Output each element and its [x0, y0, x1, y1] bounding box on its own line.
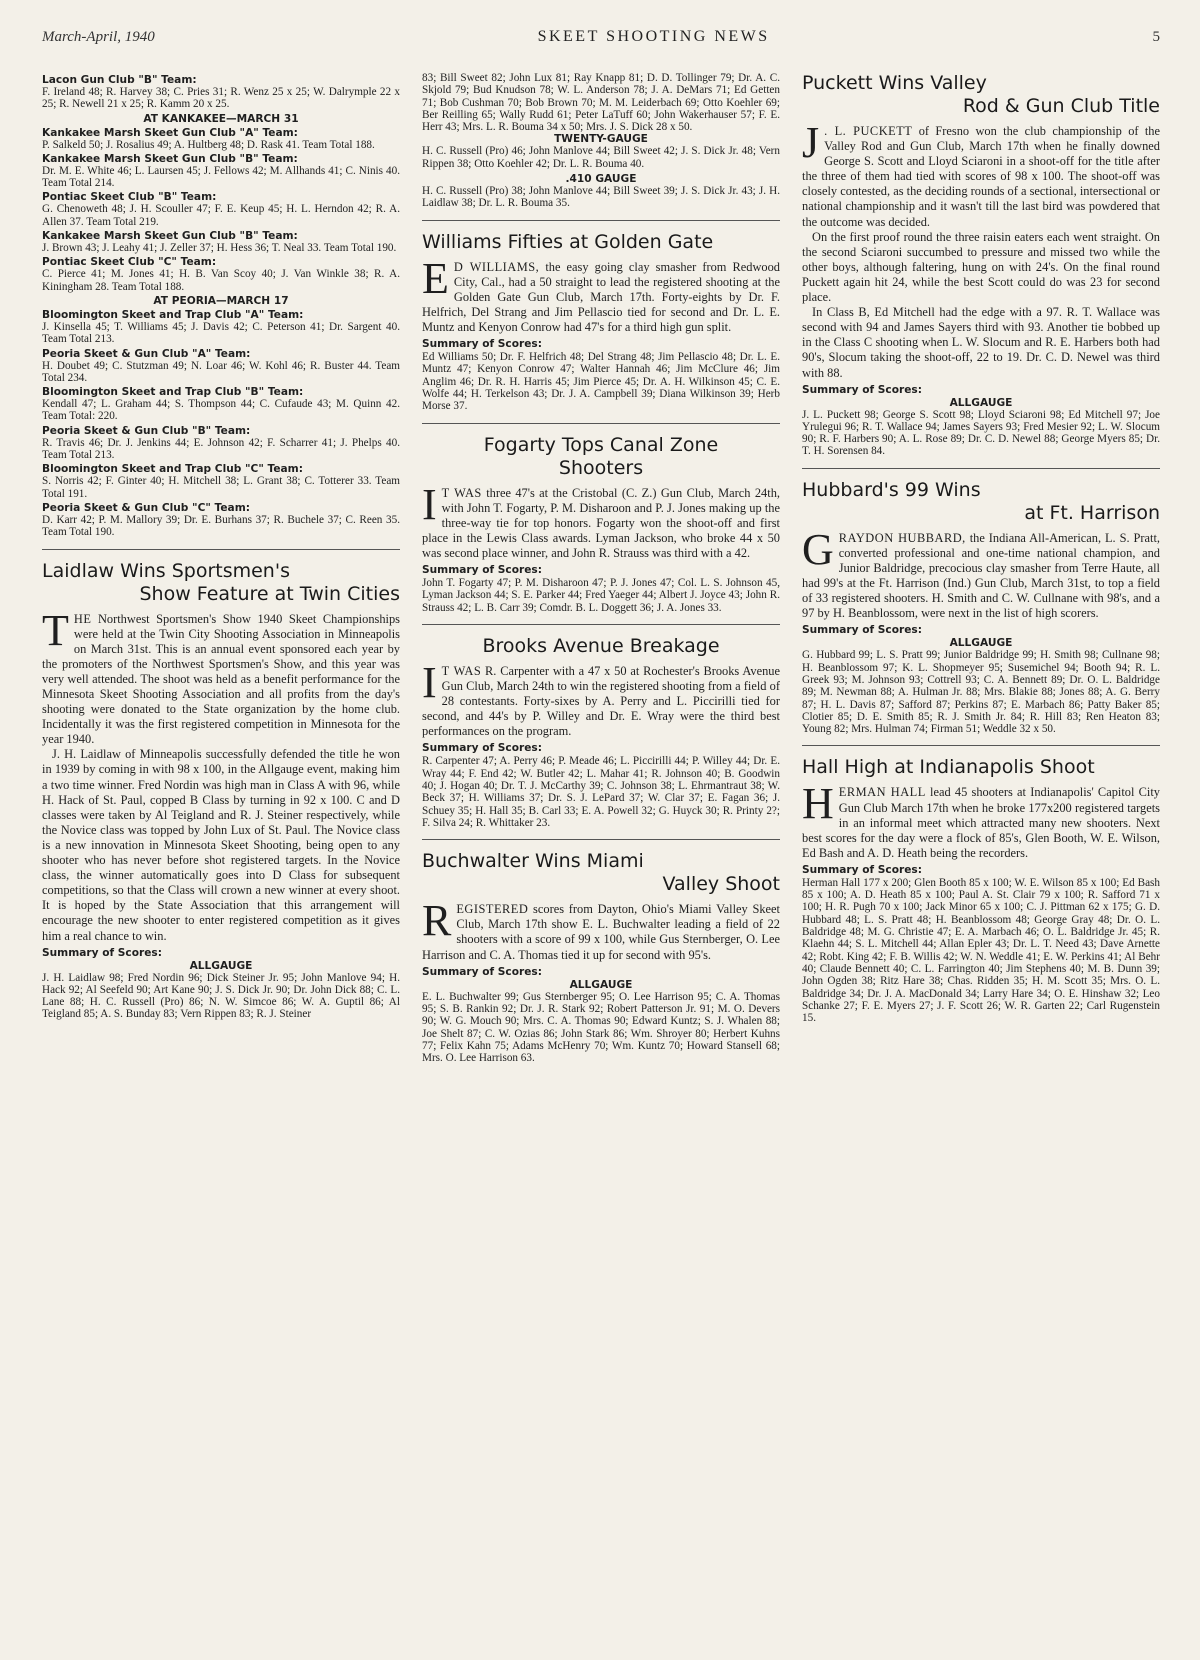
article-laidlaw	[42, 560, 400, 1021]
publication-title: SKEET SHOOTING NEWS	[537, 28, 770, 45]
score-list: H. C. Russell (Pro) 46; John Manlove 44; Bill Sweet 42; J. S. Dick Jr. 48; Vern Rippen 38; Otto Koehler 42; Dr. L. R. Bouma 40.	[422, 145, 780, 170]
drop-cap: I	[422, 479, 437, 529]
article-williams	[422, 231, 780, 413]
drop-cap: J	[802, 118, 820, 167]
article-body: I T WAS R. Carpenter with a 47 x 50 at Rochester's Brooks Avenue Gun Club, March 24th to win the registered shooting from a field of 28 contestants. Forty-sixes by A. Perry and L. Piccirilli tied for second, and 44's by P. Willey and Dr. E. Wray were the third best performances on the program.	[422, 657, 780, 739]
article-hubbard	[802, 479, 1160, 736]
summary-label: Summary of Scores:	[802, 383, 922, 396]
venue-heading: AT PEORIA—MARCH 17	[153, 294, 289, 307]
team-scores: P. Salkeld 50; J. Rosalius 49; A. Hultberg 48; D. Rask 41. Team Total 188.	[42, 138, 375, 151]
drop-cap: G	[802, 524, 834, 574]
headline: Williams Fifties at Golden Gate	[422, 230, 714, 253]
drop-cap: H	[802, 779, 834, 829]
team-scores: J. Brown 43; J. Leahy 41; J. Zeller 37; H. Hess 36; T. Neal 33. Team Total 190.	[42, 242, 397, 255]
divider	[42, 549, 400, 550]
team-heading: Pontiac Skeet Club "B" Team:	[42, 191, 217, 204]
team-heading: Bloomington Skeet and Trap Club "A" Team:	[42, 308, 304, 321]
page-number: 5	[1152, 29, 1160, 45]
gauge-label: ALLGAUGE	[189, 959, 253, 972]
team-heading: Kankakee Marsh Skeet Gun Club "B" Team:	[42, 230, 298, 243]
headline: Brooks Avenue Breakage	[482, 634, 720, 657]
column-1	[42, 72, 400, 1068]
article-body: THE Northwest Sportsmen's Show 1940 Skeet Championships were held at the Twin City Shooting Association in Minneapolis on March 31st. This is an annual event sponsored each year by the promoters of the Northwest Sportsmen's Show, and this year was very well attended. The shoot was held as a benefit performance for the Minnesota Skeet Shooting Association and all profits from the day's shooting were donated to the State organization by the home club. Incidentally it was the first registered competition in Minnesota for the year 1940. J. H. Laidlaw of Minneapolis successfully defended the title he won in 1939 by coming in with 98 x 100, in the Allgauge event, making him a two time winner. Fred Nordin was high man in Class A with 96, while H. Hack of St. Paul, copped B Class by turning in 92 x 100. C and D classes were taken by Al Teigland and R. J. Steiner respectively, while the Novice class was topped by John Lux of St. Paul. The Novice class is a new innovation in Minnesota Skeet Shooting, being open to any shooter who has never before shot registered targets. In the Novice class, the winner automatically goes into D Class for subsequent competitions, so that the Class will crown a new winner at every shoot. It is hoped by the State Association that this arrangement will encourage the new shooter to enter registered competition as it gives him a real chance to win.	[42, 605, 400, 943]
column-2	[422, 72, 780, 1068]
article-buchwalter	[422, 850, 780, 1064]
divider	[422, 423, 780, 424]
summary-label: Summary of Scores:	[422, 965, 542, 978]
team-heading: Peoria Skeet & Gun Club "B" Team:	[42, 424, 251, 437]
team-heading: Peoria Skeet & Gun Club "C" Team:	[42, 501, 250, 514]
team-scores: C. Pierce 41; M. Jones 41; H. B. Van Scoy 40; J. Van Winkle 38; R. A. Kiningham 28. Team Total 188.	[42, 268, 400, 293]
article-body: GRAYDON HUBBARD, the Indiana All-American, L. S. Pratt, converted professional and one-time national champion, and Junior Baldridge, precocious clay smasher from Terre Haute, all had 99's at the Ft. Harrison (Ind.) Gun Club, March 31st, to top a field of 33 registered shooters. H. Smith and C. W. Cullnane with 98's, and a 97 by H. Beanblossom, were next in the list of high scorers.	[802, 524, 1160, 621]
headline: Puckett Wins Valley Rod & Gun Club Title	[802, 72, 1160, 117]
team-results	[42, 74, 400, 539]
summary-label: Summary of Scores:	[422, 338, 542, 351]
article-body: I T WAS three 47's at the Cristobal (C. Z.) Gun Club, March 24th, with John T. Fogarty, P. M. Disharoon and P. J. Jones making up the three-way tie for top honors. Fogarty won the shoot-off and first place in the Lewis Class awards. Lyman Jackson, who broke 44 x 50 was second place winner, and John R. Strauss was third with a 42.	[422, 479, 780, 560]
headline: Hubbard's 99 Wins at Ft. Harrison	[802, 478, 1160, 524]
summary-label: Summary of Scores:	[422, 564, 542, 577]
summary-label: Summary of Scores:	[422, 742, 542, 755]
headline: Hall High at Indianapolis Shoot	[802, 756, 1095, 779]
gauge-label: ALLGAUGE	[949, 637, 1013, 650]
score-list: G. Hubbard 99; L. S. Pratt 99; Junior Baldridge 99; H. Smith 98; Cullnane 98; H. Beanblossom 97; K. L. Shopmeyer 95; Susemichel 94; Booth 94; R. L. Greek 93; M. Johnson 93; Cottrell 93; C. A. Bennett 89; Dr. O. L. Baldridge 89; M. Newman 88; A. Hulman Jr. 88; Mrs. Blakie 88; Jones 88; A. G. Berry 87; H. L. Davis 87; Safford 87; Perkins 87; E. Marbach 86; Patty Baker 85; Clotier 85; D. E. Smith 85; R. J. Smith Jr. 84; R. Hill 83; Ren Heaton 83; Young 82; Mrs. Hulman 74; Firman 51; Weddle 32 x 50.	[802, 649, 1160, 736]
article-body: E D WILLIAMS, the easy going clay smasher from Redwood City, Cal., had a 50 straight to lead the registered shooting at the Golden Gate Gun Club, March 17th. Forty-eights by Dr. F. Helfrich, Del Strang and Jim Pellascio tied for second and Dr. L. E. Muntz and Kenyon Conrow had 47's for a third high gun split.	[422, 253, 780, 335]
team-heading: Bloomington Skeet and Trap Club "B" Team:	[42, 386, 304, 399]
team-heading: Bloomington Skeet and Trap Club "C" Team:	[42, 463, 303, 476]
team-scores: H. Doubet 49; C. Stutzman 49; N. Loar 46; W. Kohl 46; R. Buster 44. Team Total 234.	[42, 359, 400, 384]
drop-cap: E	[422, 253, 449, 303]
score-list: 83; Bill Sweet 82; John Lux 81; Ray Knapp 81; D. D. Tollinger 79; Dr. A. C. Skjold 79; Bud Knudson 78; W. L. Anderson 78; J. A. DeMars 71; Ed Getten 71; Bob Cushman 70; Bob Brown 70; M. M. Leiderbach 69; Otto Koehler 69; Ber Reilling 65; Wally Rudd 61; Peter LaTuff 60; John Wakerhauser 57; F. E. Herr 43; Mrs. L. R. Bouma 34 x 50; Mrs. J. S. Dick 28 x 50.	[422, 72, 780, 134]
score-list: Ed Williams 50; Dr. F. Helfrich 48; Del Strang 48; Jim Pellascio 48; Dr. L. E. Muntz 47; Kenyon Conrow 47; Walter Hannah 46; Jim McClure 46; Jim Anglim 46; Dr. R. H. Harris 45; Jim Pierce 45; Dr. A. H. Wilkinson 45; C. E. Wolfe 44; H. Terkelson 43; Dr. J. A. Campbell 39; Diana Wilkinson 39; Herb Morse 37.	[422, 351, 780, 413]
page-header	[42, 28, 1160, 54]
score-list: John T. Fogarty 47; P. M. Disharoon 47; P. J. Jones 47; Col. L. S. Johnson 45, Lyman Jackson 44; S. E. Parker 44; Fred Yaeger 44; Albert J. Joyce 43; John R. Strauss 42; L. B. Carr 39; Comdr. B. L. Doggett 36; J. A. Jones 33.	[422, 577, 780, 614]
article-brooks	[422, 635, 780, 829]
drop-cap: I	[422, 657, 437, 707]
drop-cap: T	[42, 605, 69, 655]
divider	[422, 624, 780, 625]
summary-label: Summary of Scores:	[42, 946, 162, 959]
article-puckett	[802, 72, 1160, 458]
gauge-label: .410 GAUGE	[565, 173, 637, 186]
team-scores: J. Kinsella 45; T. Williams 45; J. Davis 42; C. Peterson 41; Dr. Sargent 40. Team Total 213.	[42, 320, 400, 346]
summary-label: Summary of Scores:	[802, 863, 922, 876]
score-list: H. C. Russell (Pro) 38; John Manlove 44; Bill Sweet 39; J. S. Dick Jr. 43; J. H. Laidlaw 38; Dr. L. R. Bouma 35.	[422, 185, 780, 210]
divider	[422, 839, 780, 840]
score-list: J. H. Laidlaw 98; Fred Nordin 96; Dick Steiner Jr. 95; John Manlove 94; H. Hack 92; Al Seefeld 90; Art Kane 90; J. S. Dick Jr. 90; Dr. John Dick 88; C. L. Lane 88; H. C. Russell (Pro) 86; N. W. Simcoe 86; W. A. Guptil 86; Al Teigland 85; A. S. Bunday 83; Vern Rippen 83; R. J. Steiner	[42, 971, 400, 1021]
divider	[422, 220, 780, 221]
team-heading: Peoria Skeet & Gun Club "A" Team:	[42, 347, 251, 360]
team-heading: Pontiac Skeet Club "C" Team:	[42, 256, 217, 269]
team-scores: Kendall 47; L. Graham 44; S. Thompson 44; C. Cufaude 43; M. Quinn 42. Team Total: 220.	[42, 398, 400, 423]
article-body: REGISTERED scores from Dayton, Ohio's Miami Valley Skeet Club, March 17th show E. L. Buchwalter leading a field of 22 shooters with a score of 99 x 100, while Gus Sternberger, O. Lee Harrison and C. A. Thomas tied it up for second with 95's.	[422, 896, 780, 962]
score-list: J. L. Puckett 98; George S. Scott 98; Lloyd Sciaroni 98; Ed Mitchell 97; Joe Yrulegui 96; R. T. Wallace 94; James Sayers 93; Fred Mesier 92; L. W. Slocum 90; R. F. Harbers 90; A. L. Rose 89; Dr. C. D. Newel 88; George Myers 85; Dr. T. H. Sorensen 84.	[802, 408, 1160, 458]
drop-cap: R	[422, 896, 452, 946]
gauge-label: ALLGAUGE	[949, 396, 1013, 409]
team-scores: R. Travis 46; Dr. J. Jenkins 44; E. Johnson 42; F. Scharrer 41; J. Phelps 40. Team Total 213.	[42, 436, 400, 462]
article-fogarty	[422, 434, 780, 614]
venue-heading: AT KANKAKEE—MARCH 31	[143, 112, 299, 125]
team-scores: Dr. M. E. White 46; L. Laursen 45; J. Fellows 42; M. Allhands 41; C. Ninis 40. Team Total 214.	[42, 164, 400, 190]
score-list: E. L. Buchwalter 99; Gus Sternberger 95; O. Lee Harrison 95; C. A. Thomas 95; S. B. Rankin 92; Dr. J. R. Stark 92; Robert Patterson Jr. 91; M. O. Devers 90; W. G. Mouch 90; Mrs. C. A. Thomas 90; Edward Kuntz; S. J. Whalen 88; Joe Shelt 87; C. W. Ozias 86; John Stark 86; Wm. Shroyer 80; Herbert Kuhns 77; Felix Kahn 75; Adams McHenry 70; Wm. Kuntz 70; Howard Stansell 68; Mrs. O. Lee Harrison 63.	[422, 990, 780, 1065]
team-scores: D. Karr 42; P. M. Mallory 39; Dr. E. Burhans 37; R. Buchele 37; C. Reen 35. Team Total 190.	[42, 513, 400, 539]
gauge-label: ALLGAUGE	[569, 978, 633, 991]
team-heading: Kankakee Marsh Skeet Gun Club "B" Team:	[42, 152, 298, 165]
team-scores: S. Norris 42; F. Ginter 40; H. Mitchell 38; L. Grant 38; C. Totterer 33. Team Total 191.	[42, 475, 400, 500]
team-heading: Kankakee Marsh Skeet Gun Club "A" Team:	[42, 126, 298, 139]
article-body: HERMAN HALL lead 45 shooters at Indianapolis' Capitol City Gun Club March 17th when he broke 177x200 registered targets in an informal meet which attracted many new shooters. Next best scores for the day were a flock of 85's, Glen Booth, W. E. Wilson, Ed Bash and A. D. Heath being the recorders.	[802, 779, 1160, 860]
headline: Buchwalter Wins Miami Valley Shoot	[422, 850, 780, 896]
team-scores: G. Chenoweth 48; J. H. Scouller 47; F. E. Keup 45; H. L. Herndon 42; R. A. Allen 37. Team Total 219.	[42, 203, 400, 228]
divider	[802, 468, 1160, 469]
team-scores: F. Ireland 48; R. Harvey 38; C. Pries 31; R. Wenz 25 x 25; W. Dalrymple 22 x 25; R. Newell 21 x 25; R. Kamm 20 x 25.	[42, 86, 400, 111]
article-hall	[802, 756, 1160, 1024]
column-3	[802, 72, 1160, 1068]
score-list: R. Carpenter 47; A. Perry 46; P. Meade 46; L. Piccirilli 44; P. Willey 44; Dr. E. Wray 44; F. End 42; W. Butler 42; L. Mahar 41; R. Johnson 40; B. Goodwin 40; J. Hogan 40; Dr. T. J. McCarthy 39; C. Johnson 38; L. Ehrmantraut 38; W. Beck 37; H. Williams 37; Dr. S. J. LePard 37; W. Clar 37; E. Fagan 36; J. Schuey 35; H. Hall 35; B. Carl 33; E. A. Powell 32; G. Huyck 30; R. Printy 2?; F. Silva 24; R. Whittaker 23.	[422, 755, 780, 829]
headline: Fogarty Tops Canal Zone Shooters	[483, 433, 719, 479]
team-heading: Lacon Gun Club "B" Team:	[42, 74, 197, 86]
issue-date: March-April, 1940	[42, 29, 155, 45]
gauge-label: TWENTY-GAUGE	[554, 133, 648, 146]
score-list: Herman Hall 177 x 200; Glen Booth 85 x 100; W. E. Wilson 85 x 100; Ed Bash 85 x 100; A. D. Heath 85 x 100; Paul A. St. Clair 79 x 100; R. Safford 71 x 100; H. R. Pugh 70 x 100; Jack Minor 65 x 100; C. J. Pittman 62 x 175; G. D. Hubbard 48; L. S. Pratt 48; H. Beanblossom 48; George Gray 48; Dr. O. L. Baldridge 48; M. G. Christie 47; E. A. Marbach 46; O. L. Baldridge Jr. 45; R. Klaehn 44; S. L. Mitchell 44; Allan Epler 43; Dr. L. T. Need 43; Dave Arnette 42; Robt. King 42; F. B. Willis 42; W. N. Weddle 41; E. W. Perkins 41; Al Behr 40; Claude Bennett 40; C. L. Farrington 40; Jim Stephens 40; M. B. Dunn 39; John Ogden 38; Ritz Hare 38; Chas. Ridden 35; H. M. Scott 35; Mrs. O. L. Baldridge 34; Dr. J. A. MacDonald 34; Larry Hare 34; O. E. Hinshaw 32; Leo Schanke 27; F. E. Myers 27; J. F. Scott 26; W. R. Garten 22; Carl Rugenstein 15.	[802, 876, 1160, 1025]
article-columns	[42, 72, 1160, 1068]
divider	[802, 745, 1160, 746]
summary-label: Summary of Scores:	[802, 624, 922, 637]
article-body: J . L. PUCKETT of Fresno won the club championship of the Valley Rod and Gun Club, March 17th when he finally downed George S. Scott and Lloyd Sciaroni in a shoot-off for the title after the three of them had tied with scores of 98 x 100. The shoot-off was closely contested, as the deciding rounds of a sectional, intersectional or national championship and it wasn't till the last bird was powdered that the outcome was decided. On the first proof round the three raisin eaters each went straight. On the second Sciaroni succumbed to pressure and missed two while the other boys, although faltering, hung on with 24's. On the final round Puckett again hit 24, while the best Scott could do was 23 for second place. In Class B, Ed Mitchell had the edge with a 97. R. T. Wallace was second with 94 and James Sayers third with 93. Another tie bobbed up in the Class C shooting when L. W. Slocum and R. E. Harbers both had 90's, Slocum taking the shoot-off, 22 to 19. Dr. C. D. Newel was third with 88.	[802, 118, 1161, 380]
headline: Laidlaw Wins Sportsmen's Show Feature at Twin Cities	[42, 559, 400, 605]
